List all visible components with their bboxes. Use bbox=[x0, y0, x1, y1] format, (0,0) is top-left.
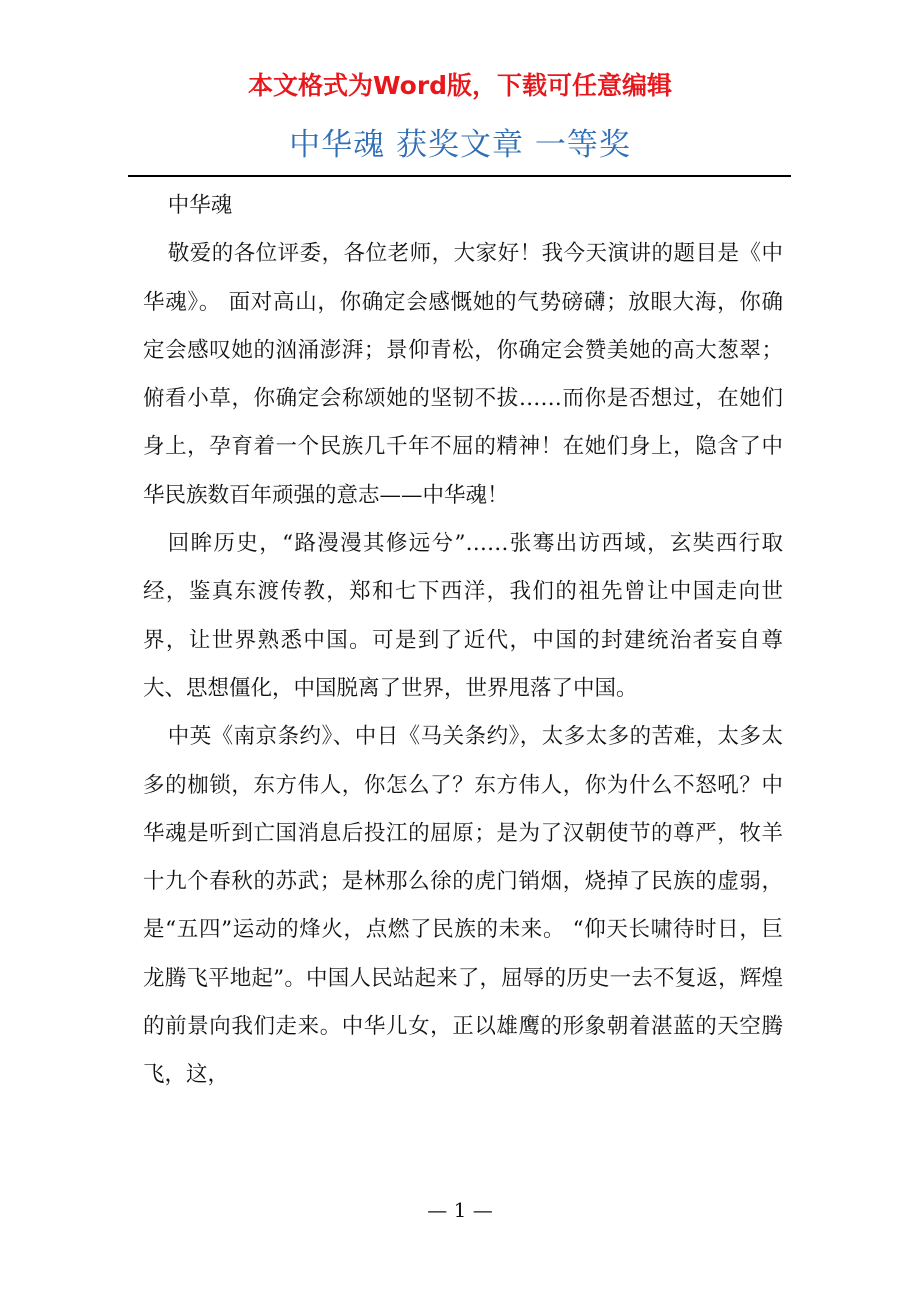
document-body bbox=[143, 182, 783, 1100]
paragraph: 敬爱的各位评委，各位老师，大家好！我今天演讲的题目是《中华魂》。 面对高山，你确定会感慨她的气势磅礴；放眼大海，你确定会感叹她的汹涌澎湃；景仰青松，你确定会赞美她的高大葱翠；俯看小草，你确定会称颂她的坚韧不拔……而你是否想过，在她们身上，孕育着一个民族几千年不屈的精神！在她们身上，隐含了中华民族数百年顽强的意志——中华魂！ bbox=[143, 241, 783, 508]
format-notice: 本文格式为Word版，下载可任意编辑 bbox=[247, 71, 673, 100]
title-divider bbox=[128, 175, 791, 177]
document-title: 中华魂 获奖文章 一等奖 bbox=[289, 127, 631, 163]
paragraph: 回眸历史，“路漫漫其修远兮”……张骞出访西域，玄奘西行取经，鉴真东渡传教，郑和七下西洋，我们的祖先曾让中国走向世界，让世界熟悉中国。可是到了近代，中国的封建统治者妄自尊大、思想僵化，中国脱离了世界，世界甩落了中国。 bbox=[143, 531, 783, 701]
article-heading: 中华魂 bbox=[167, 193, 233, 218]
paragraph: 中英《南京条约》、中日《马关条约》，太多太多的苦难，太多太多的枷锁，东方伟人，你怎么了？东方伟人，你为什么不怒吼？中华魂是听到亡国消息后投江的屈原；是为了汉朝使节的尊严，牧羊十九个春秋的苏武；是林那么徐的虎门销烟，烧掉了民族的虚弱，是“五四”运动的烽火，点燃了民族的未来。 “仰天长啸待时日，巨龙腾飞平地起”。中国人民站起来了，屈辱的历史一去不复返，辉煌的前景向我们走来。中华儿女，正以雄鹰的形象朝着湛蓝的天空腾飞，这， bbox=[143, 724, 783, 1088]
page-number: — 1 — bbox=[427, 1198, 493, 1222]
